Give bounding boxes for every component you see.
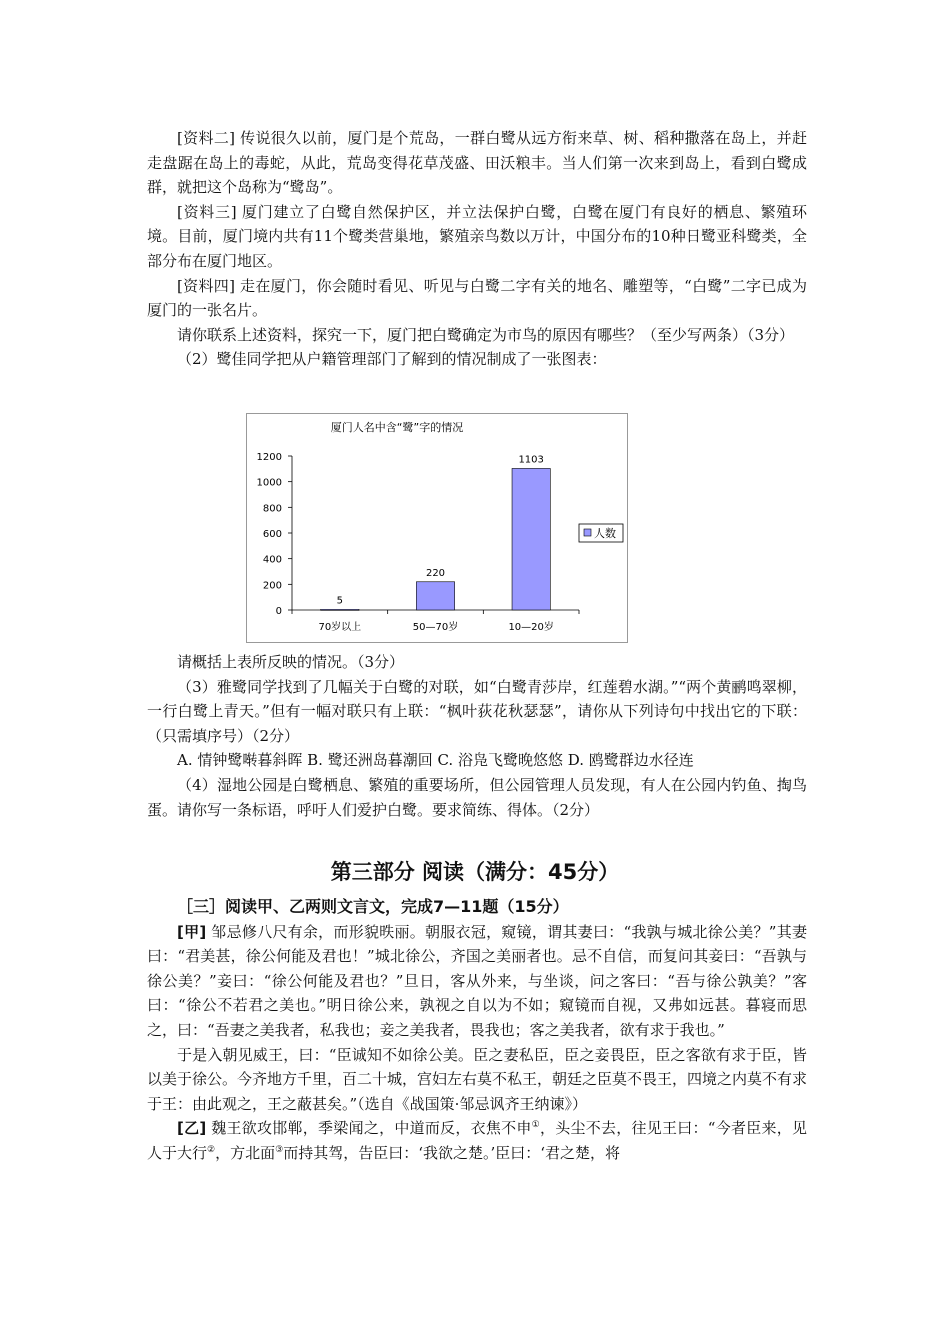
legend-swatch	[584, 529, 591, 536]
jia-paragraph-2: 于是入朝见威王，曰：“臣诚知不如徐公美。臣之妻私臣，臣之妾畏臣，臣之客欲有求于臣，皆以美于徐公。今齐地方千里，百二十城，宫妇左右莫不私王，朝廷之臣莫不畏王，四境之内莫不有求于王：由此观之，王之蔽甚矣。”（选自《战国策·邹忌讽齐王纳谏》）	[147, 1045, 808, 1113]
bar	[512, 468, 550, 610]
y-tick-label: 600	[262, 529, 282, 540]
question-1: 请你联系上述资料，探究一下，厦门把白鹭确定为市鸟的原因有哪些？（至少写两条）（3分）	[177, 325, 795, 344]
material-2: [资料二] 传说很久以前，厦门是个荒岛，一群白鹭从远方衔来草、树、稻种撒落在岛上，并赶走盘踞在岛上的毒蛇，从此，荒岛变得花草茂盛、田沃粮丰。当人们第一次来到岛上，看到白鹭成群，就把这个岛称为“鹭岛”。	[147, 129, 807, 197]
data-label: 220	[425, 567, 446, 579]
x-tick-label: 10—20岁	[508, 622, 554, 633]
y-tick-label: 200	[262, 580, 282, 592]
footnote-1: ①	[531, 1120, 540, 1131]
question-3: （3）雅鹭同学找到了几幅关于白鹭的对联，如“白鹭青莎岸，红莲碧水湖。”“两个黄鹂鸣翠柳，一行白鹭上青天。”但有一幅对联只有上联：“枫叶荻花秋瑟瑟”，请你从下列诗句中找出它的下联：（只需填序号）（2分）	[147, 677, 807, 745]
part3-heading: 第三部分 阅读（满分：45分）	[330, 860, 620, 884]
jia-paragraph-1: 邹忌修八尺有余，而形貌昳丽。朝服衣冠，窥镜，谓其妻曰：“我孰与城北徐公美？”其妻曰：“君美甚，徐公何能及君也！”城北徐公，齐国之美丽者也。忌不自信，而复问其妾曰：“吾孰与徐公美？”妾曰：“徐公何能及君也？”旦日，客从外来，与坐谈，问之客曰：“吾与徐公孰美？”客曰：“徐公不若君之美也。”明日徐公来，孰视之自以为不如；窥镜而自视，又弗如远甚。暮寝而思之，曰：“吾妻之美我者，私我也；妾之美我者，畏我也；客之美我者，欲有求于我也。”	[147, 922, 807, 1039]
bar-chart	[246, 413, 628, 643]
x-axis-labels	[318, 620, 553, 633]
x-tick-label: 50—70岁	[412, 622, 459, 633]
y-tick-label: 0	[275, 606, 282, 617]
y-tick-label: 800	[262, 503, 282, 515]
legend-label: 人数	[594, 527, 616, 540]
section-title: ［三］阅读甲、乙两则文言文，完成7—11题（15分）	[177, 897, 569, 916]
jia-label: [甲]	[177, 922, 207, 941]
material-section	[147, 126, 807, 372]
questions-section	[147, 650, 807, 822]
chart-title: 厦门人名中含“鹭”字的情况	[330, 421, 464, 434]
yi-text-a: 魏王欲攻邯郸，季梁闻之，中道而反，衣焦不申	[211, 1119, 532, 1138]
data-label: 1103	[518, 454, 544, 466]
footnote-2: ②	[207, 1144, 216, 1155]
yi-text-c: ，方北面	[215, 1143, 276, 1162]
question-2-intro: （2）鹭佳同学把从户籍管理部门了解到的情况制成了一张图表：	[177, 350, 607, 369]
material-4: [资料四] 走在厦门，你会随时看见、听见与白鹭二字有关的地名、雕塑等，“白鹭”二字已成为厦门的一张名片。	[147, 276, 807, 320]
y-tick-label: 1200	[256, 452, 282, 463]
data-label: 5	[336, 595, 344, 607]
material-3: [资料三] 厦门建立了白鹭自然保护区，并立法保护白鹭，白鹭在厦门有良好的栖息、繁殖环境。目前，厦门境内共有11个鹭类营巢地，繁殖亲鸟数以万计，中国分布的10种日鹭亚科鹭类，全部分布在厦门地区。	[147, 202, 807, 270]
bar	[321, 609, 359, 610]
yi-text-d: 而持其驾，告臣曰：‘我欲之楚。’臣曰：‘君之楚，将	[283, 1143, 620, 1162]
y-tick-label: 1000	[256, 477, 282, 489]
x-tick-label: 70岁以上	[318, 622, 362, 633]
question-2-ask: 请概括上表所反映的情况。（3分）	[177, 653, 405, 671]
question-3-options: A. 情钟鹭啭暮斜晖 B. 鹭还洲岛暮潮回 C. 浴凫飞鹭晚悠悠 D. 鸥鹭群边水径连	[177, 751, 694, 770]
footnote-3: ③	[275, 1144, 284, 1155]
bars	[321, 454, 551, 610]
legend	[579, 524, 623, 542]
yi-text-b: ，头尘不去，往见王曰：“今者臣来，见人于大行	[147, 1119, 807, 1162]
chart-canvas	[247, 414, 627, 642]
bar	[416, 582, 454, 610]
question-4: （4）湿地公园是白鹭栖息、繁殖的重要场所，但公园管理人员发现，有人在公园内钓鱼、掏鸟蛋。请你写一条标语，呼吁人们爱护白鹭。要求简练、得体。（2分）	[147, 775, 807, 819]
y-tick-label: 400	[262, 554, 282, 566]
yi-label: [乙]	[177, 1119, 207, 1138]
reading-section	[147, 895, 807, 1166]
